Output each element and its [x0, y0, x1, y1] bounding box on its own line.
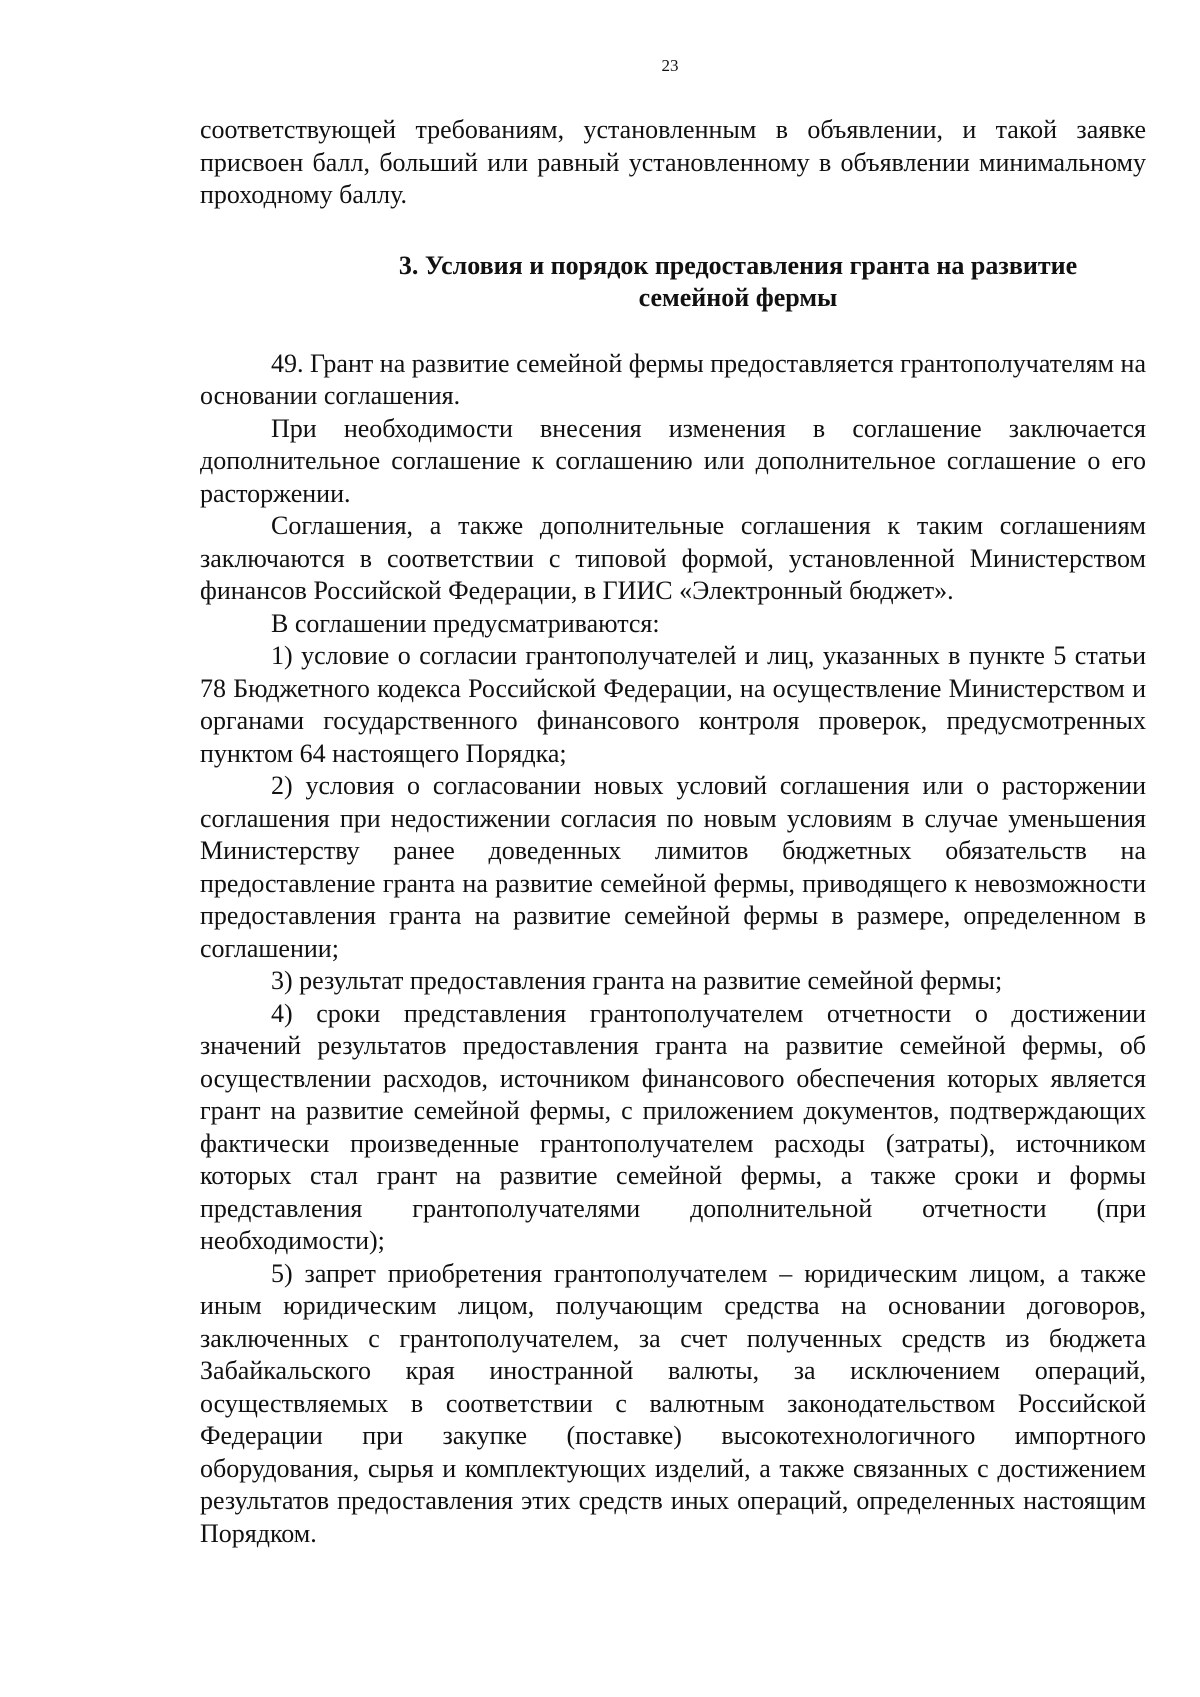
list-item-1: 1) условие о согласии грантополучателей и лиц, указанных в пункте 5 статьи 78 Бюджетного кодекса Российской Федерации, на осуществление Министерством и органами государственного финансового контроля проверок, предусмотренных пунктом 64 настоящего Порядка;: [200, 641, 1146, 768]
section-heading: 3. Условия и порядок предоставления гранта на развитие семейной фермы: [398, 250, 1078, 312]
paragraph-provisions-intro: В соглашении предусматриваются:: [271, 608, 660, 638]
list-item-5: 5) запрет приобретения грантополучателем – юридическим лицом, а также иным юридическим лицом, получающим средства на основании договоров, заключенных с грантополучателем, за счет полученных средств из бюджета Забайкальского края иностранной валюты, за исключением операций, осуществляемых в соответствии с валютным законодательством Российской Федерации при закупке (поставке) высокотехнологичного импортного оборудования, сырья и комплектующих изделий, а также связанных с достижением результатов предоставления этих средств иных операций, определенных настоящим Порядком.: [200, 1258, 1146, 1548]
paragraph-49: 49. Грант на развитие семейной фермы предоставляется грантополучателям на основании соглашения.: [200, 348, 1146, 410]
list-item-4: 4) сроки представления грантополучателем отчетности о достижении значений результатов предоставления гранта на развитие семейной фермы, об осуществлении расходов, источником финансового обеспечения которых является грант на развитие семейной фермы, с приложением документов, подтверждающих фактически произведенные грантополучателем расходы (затраты), источником которых стал грант на развитие семейной фермы, а также сроки и формы представления грантополучателями дополнительной отчетности (при необходимости);: [200, 998, 1146, 1255]
intro-paragraph: соответствующей требованиям, установленным в объявлении, и такой заявке присвоен балл, больший или равный установленному в объявлении минимальному проходному баллу.: [200, 115, 1146, 209]
paragraph-agreements: Соглашения, а также дополнительные соглашения к таким соглашениям заключаются в соответствии с типовой формой, установленной Министерством финансов Российской Федерации, в ГИИС «Электронный бюджет».: [200, 511, 1146, 605]
paragraph-amendment: При необходимости внесения изменения в соглашение заключается дополнительное соглашение к соглашению или дополнительное соглашение о его расторжении.: [200, 413, 1146, 508]
list-item-3: 3) результат предоставления гранта на развитие семейной фермы;: [271, 966, 1003, 995]
spacer: [200, 314, 1146, 348]
page-number: 23: [661, 56, 679, 75]
list-item-2: 2) условия о согласовании новых условий соглашения или о расторжении соглашения при недостижении согласия по новым условиям в случае уменьшения Министерству ранее доведенных лимитов бюджетных обязательств на предоставление гранта на развитие семейной фермы, приводящего к невозможности предоставления гранта на развитие семейной фермы в размере, определенном в соглашении;: [200, 771, 1146, 963]
page-content: [200, 114, 1146, 1550]
spacer: [200, 212, 1146, 250]
